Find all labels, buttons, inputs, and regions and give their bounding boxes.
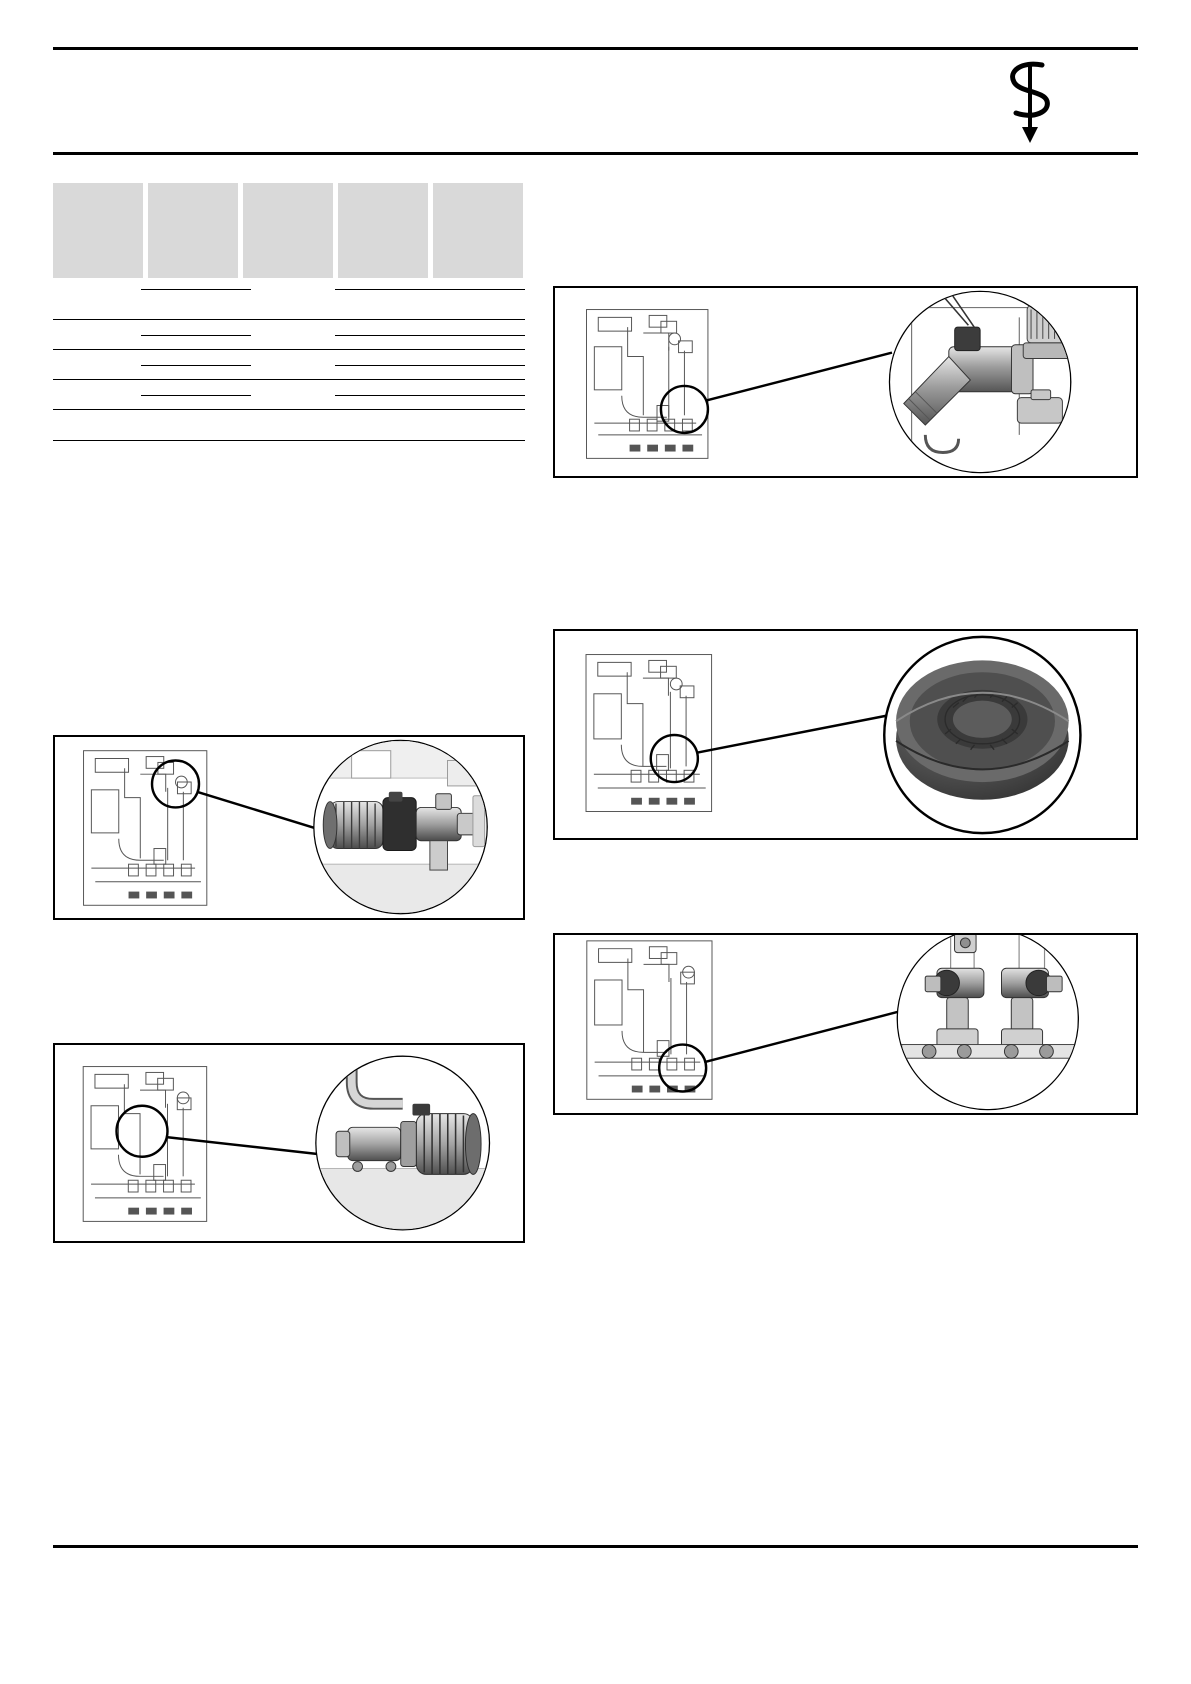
footer-rule <box>53 1545 1138 1548</box>
table-row <box>53 409 525 439</box>
rule-segment <box>141 365 251 366</box>
header-rule-top <box>53 47 1138 50</box>
table-row <box>53 319 525 349</box>
figure-bottom-left <box>53 1043 525 1243</box>
table-row <box>53 379 525 409</box>
rule-segment <box>53 409 525 410</box>
rule-segment <box>335 335 525 336</box>
figure-bottom-right <box>553 933 1138 1115</box>
table-row <box>53 289 525 319</box>
s-arrow-logo-icon <box>1000 55 1060 150</box>
table-row <box>53 349 525 379</box>
header-rule-middle <box>53 152 1138 155</box>
rule-segment <box>141 335 251 336</box>
rule-segment <box>335 395 525 396</box>
rule-segment <box>335 289 525 290</box>
figure-top-right <box>553 286 1138 478</box>
rule-segment <box>53 440 525 441</box>
rule-segment <box>335 365 525 366</box>
figure-middle-left <box>53 735 525 920</box>
swatch-cell <box>338 183 428 278</box>
figure-middle-right <box>553 629 1138 840</box>
spec-table <box>53 289 525 439</box>
rule-segment <box>53 349 525 350</box>
swatch-cell <box>243 183 333 278</box>
swatch-cell <box>433 183 523 278</box>
swatch-cell <box>53 183 143 278</box>
swatch-cell <box>148 183 238 278</box>
rule-segment <box>53 319 525 320</box>
rule-segment <box>53 379 525 380</box>
rule-segment <box>141 289 251 290</box>
swatch-band <box>53 183 523 278</box>
rule-segment <box>141 395 251 396</box>
